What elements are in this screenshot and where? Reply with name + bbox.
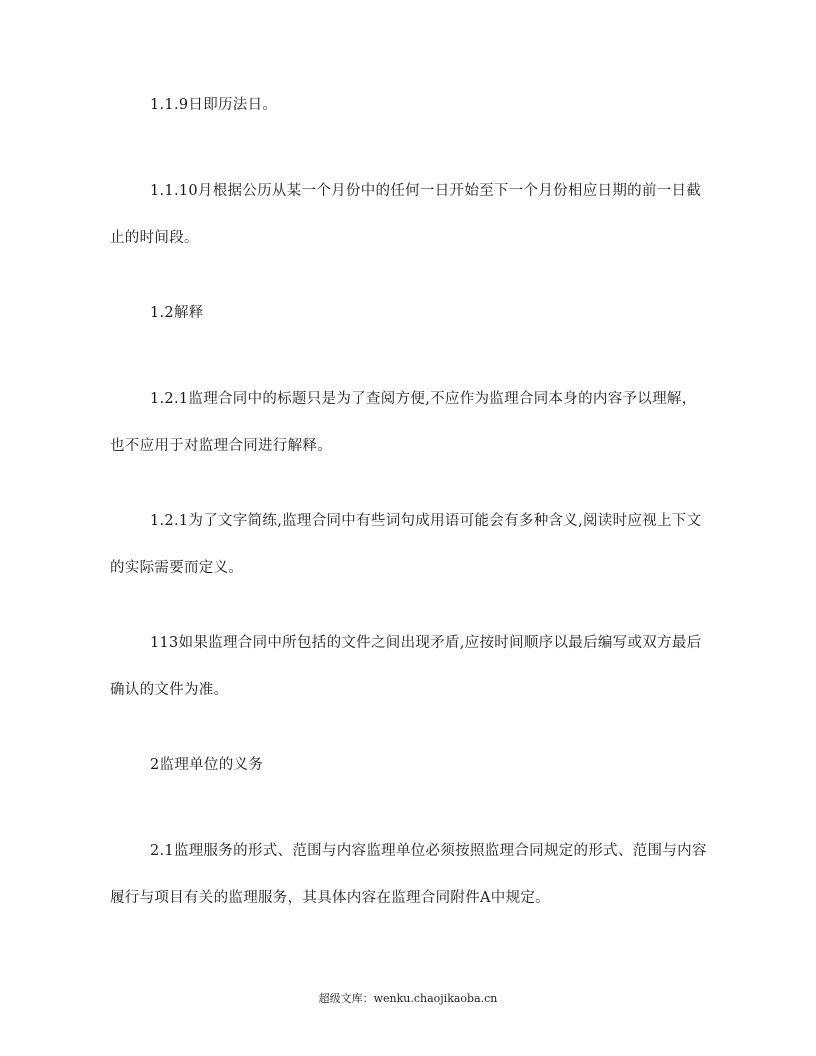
- paragraph-1-2-1-b: 1.2.1为了文字简练,监理合同中有些词句成用语可能会有多种含义,阅读时应视上下文的实际需要而定义。: [110, 513, 702, 576]
- heading-2: 2监理单位的义务: [150, 757, 264, 773]
- paragraph-1-1-9: 1.1.9日即历法日。: [150, 97, 278, 113]
- paragraph-1-2-1-a: 1.2.1监理合同中的标题只是为了查阅方便,不应作为监理合同本身的内容予以理解，也不应用于对监理合同进行解释。: [110, 391, 697, 454]
- page-footer: 超级文库：wenku.chaojikaoba.cn: [318, 992, 498, 1005]
- paragraph-2-1: 2.1监理服务的形式、范围与内容监理单位必须按照监理合同规定的形式、范围与内容履行与项目有关的监理服务，其具体内容在监理合同附件A中规定。: [110, 843, 707, 906]
- heading-1-2: 1.2解释: [150, 305, 204, 321]
- paragraph-113: 113如果监理合同中所包括的文件之间出现矛盾,应按时间顺序以最后编写或双方最后确认的文件为准。: [110, 635, 702, 698]
- paragraph-1-1-10: 1.1.10月根据公历从某一个月份中的任何一日开始至下一个月份相应日期的前一日截止的时间段。: [110, 183, 702, 246]
